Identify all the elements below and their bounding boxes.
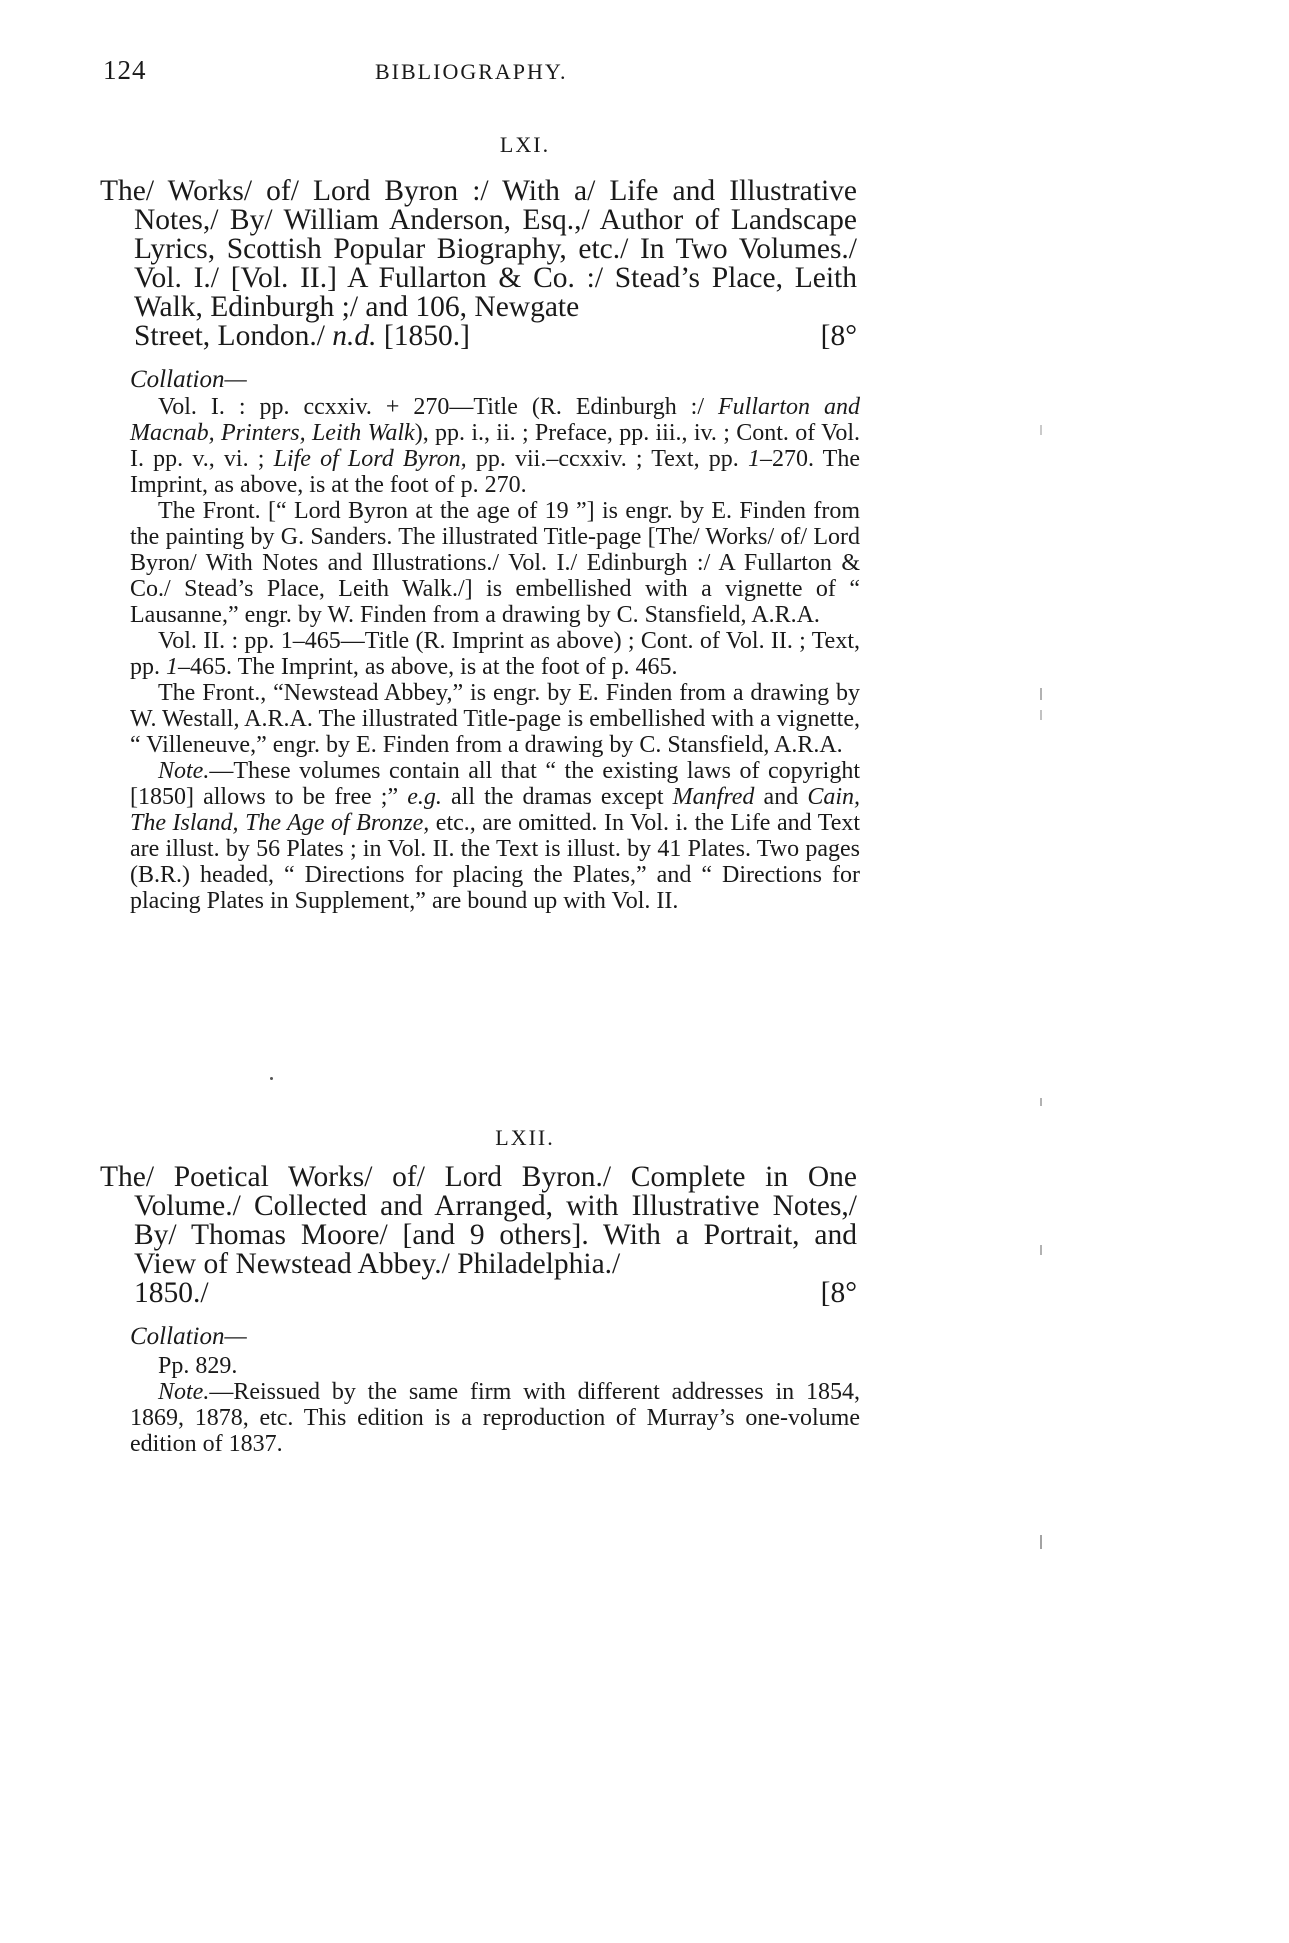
scan-mark	[1040, 1098, 1042, 1106]
entry-title-last-line	[100, 322, 857, 351]
collation-heading: Collation—	[130, 366, 247, 393]
vol-2-collation: Vol. II. : pp. 1–465—Title (R. Imprint as above) ; Cont. of Vol. II. ; Text, pp. 1–465. The Imprint, as above, is at the foot of p. 465.	[130, 628, 860, 680]
entry-title-last-line	[100, 1279, 857, 1308]
format-mark: [8°	[820, 1277, 857, 1309]
entry-title-lxii	[100, 1163, 857, 1308]
vol-1-frontispiece: The Front. [“ Lord Byron at the age of 19 ”] is engr. by E. Finden from the painting by G. Sanders. The illustrated Title-page [The/ Works/ of/ Lord Byron/ With Notes and Illustrations./ Vol. I./ Edinburgh :/ A Fullarton & Co./ Stead’s Place, Leith Walk./] is embellished with a vignette of “ Lausanne,” engr. by W. Finden from a drawing by C. Stansfield, A.R.A.	[130, 498, 860, 628]
imprint-line: Street, London./ n.d. [1850.]	[134, 320, 470, 352]
entry-title-text: The/ Poetical Works/ of/ Lord Byron./ Complete in One Volume./ Collected and Arranged, with Illustrative Notes,/ By/ Thomas Moore/ [and 9 others]. With a Portrait, and View of Newstead Abbey./ Philadelphia./	[100, 1161, 857, 1280]
scan-mark	[1040, 710, 1042, 720]
entry-number-lxii: LXII.	[495, 1125, 555, 1150]
entry-number-lxi: LXI.	[499, 132, 551, 157]
entry-title-lxi	[100, 177, 857, 351]
collation-body-lxii	[130, 1353, 860, 1457]
page-count: Pp. 829.	[158, 1353, 238, 1379]
collation-heading: Collation—	[130, 1323, 247, 1350]
entry-title-text: The/ Works/ of/ Lord Byron :/ With a/ Life and Illustrative Notes,/ By/ William Anderson, Esq.,/ Author of Landscape Lyrics, Scottish Popular Biography, etc./ In Two Volumes./ Vol. I./ [Vol. II.] A Fullarton & Co. :/ Stead’s Place, Leith Walk, Edinburgh ;/ and 106, Newgate	[100, 175, 857, 323]
scan-mark	[1040, 1535, 1042, 1549]
running-title: BIBLIOGRAPHY.	[375, 59, 568, 84]
collation-body-lxi	[130, 394, 860, 914]
format-mark: [8°	[820, 320, 857, 352]
imprint-line: 1850./	[134, 1277, 209, 1309]
note-lxi: Note.—These volumes contain all that “ the existing laws of copyright [1850] allows to be free ;” e.g. all the dramas except Manfred and Cain, The Island, The Age of Bronze, etc., are omitted. In Vol. i. the Life and Text are illust. by 56 Plates ; in Vol. II. the Text is illust. by 41 Plates. Two pages (B.R.) headed, “ Directions for placing the Plates,” and “ Directions for placing Plates in Supplement,” are bound up with Vol. II.	[130, 758, 861, 914]
no-date: n.d.	[332, 320, 377, 352]
stray-dot	[270, 1077, 273, 1080]
vol-2-frontispiece: The Front., “Newstead Abbey,” is engr. by E. Finden from a drawing by W. Westall, A.R.A. The illustrated Title-page is embellished with a vignette, “ Villeneuve,” engr. by E. Finden from a drawing by C. Stansfield, A.R.A.	[130, 680, 860, 758]
scan-mark	[1040, 1245, 1042, 1255]
scan-mark	[1040, 425, 1042, 435]
scan-mark	[1040, 688, 1042, 700]
vol-1-collation: Vol. I. : pp. ccxxiv. + 270—Title (R. Edinburgh :/ Fullarton and Macnab, Printers, Leith Walk), pp. i., ii. ; Preface, pp. iii., iv. ; Cont. of Vol. I. pp. v., vi. ; Life of Lord Byron, pp. vii.–ccxxiv. ; Text, pp. 1–270. The Imprint, as above, is at the foot of p. 270.	[130, 394, 860, 498]
page-number: 124	[103, 55, 147, 85]
running-head	[0, 55, 1289, 95]
note-lxii: Note.—Reissued by the same firm with different addresses in 1854, 1869, 1878, etc. This edition is a reproduction of Murray’s one-volume edition of 1837.	[130, 1379, 860, 1457]
